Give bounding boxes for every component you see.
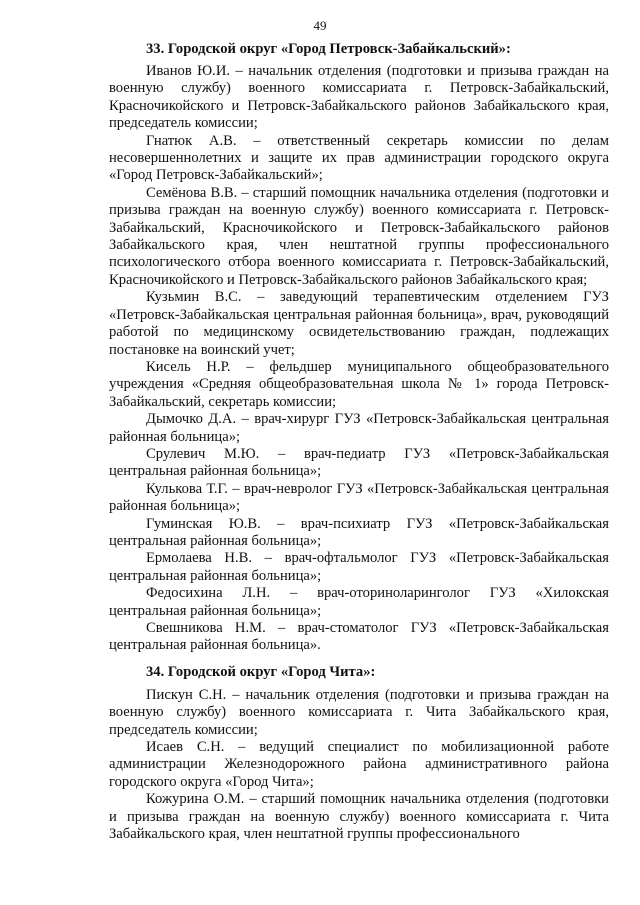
member-entry: Кулькова Т.Г. – врач-невролог ГУЗ «Петровск-Забайкальская центральная районная больница»;	[109, 480, 609, 515]
section-heading: 34. Городской округ «Город Чита»:	[146, 663, 376, 680]
member-entry: Гуминская Ю.В. – врач-психиатр ГУЗ «Петровск-Забайкальская центральная районная больница»;	[109, 515, 609, 549]
member-entry: Дымочко Д.А. – врач-хирург ГУЗ «Петровск-Забайкальская центральная районная больница»;	[109, 411, 609, 445]
member-entry: Кисель Н.Р. – фельдшер муниципального общеобразовательного учреждения «Средняя общеобразовательная школа № 1» города Петровск-Забайкальский, секретарь комиссии;	[109, 358, 609, 410]
member-entry: Кузьмин В.С. – заведующий терапевтическим отделением ГУЗ «Петровск-Забайкальская центральная районная больница», врач, руководящий работой по медицинскому освидетельствованию граждан, подлежащих постановке на воинский учет;	[109, 289, 609, 358]
page-number: 49	[313, 18, 327, 33]
member-entry: Иванов Ю.И. – начальник отделения (подготовки и призыва граждан на военную службу) военного комиссариата г. Петровск-Забайкальский, Красночикойского и Петровск-Забайкальского районов Забайкальского края, председатель комиссии;	[109, 63, 609, 132]
member-entry: Кожурина О.М. – старший помощник начальника отделения (подготовки и призыва граждан на военную службу) военного комиссариата г. Чита Забайкальского края, член нештатной группы профессионального	[109, 791, 609, 843]
section-heading: 33. Городской округ «Город Петровск-Забайкальский»:	[146, 41, 511, 57]
member-entry: Исаев С.Н. – ведущий специалист по мобилизационной работе администрации Железнодорожного района административного района городского округа «Город Чита»;	[109, 739, 609, 790]
member-entry: Семёнова В.В. – старший помощник начальника отделения (подготовки и призыва граждан на военную службу) военного комиссариата г. Петровск-Забайкальский, Красночикойского и Петровск-Забайкальского районов Забайкальского края, член нештатной группы профессионального психологического отбора военного комиссариата г. Петровск-Забайкальский, Красночикойского и Петровск-Забайкальского районов Забайкальского края;	[109, 184, 609, 288]
member-entry: Федосихина Л.Н. – врач-оториноларинголог ГУЗ «Хилокская центральная районная больница»;	[109, 585, 609, 619]
member-entry: Свешникова Н.М. – врач-стоматолог ГУЗ «Петровск-Забайкальская центральная районная больница».	[109, 620, 609, 654]
page-content	[109, 40, 609, 843]
member-entry: Ермолаева Н.В. – врач-офтальмолог ГУЗ «Петровск-Забайкальская центральная районная больница»;	[109, 550, 609, 584]
member-entry: Срулевич М.Ю. – врач-педиатр ГУЗ «Петровск-Забайкальская центральная районная больница»;	[109, 445, 609, 480]
member-entry: Гнатюк А.В. – ответственный секретарь комиссии по делам несовершеннолетних и защите их прав администрации городского округа «Город Петровск-Забайкальский»;	[109, 132, 609, 184]
member-entry: Пискун С.Н. – начальник отделения (подготовки и призыва граждан на военную службу) военного комиссариата г. Чита Забайкальского края, председатель комиссии;	[109, 686, 609, 738]
